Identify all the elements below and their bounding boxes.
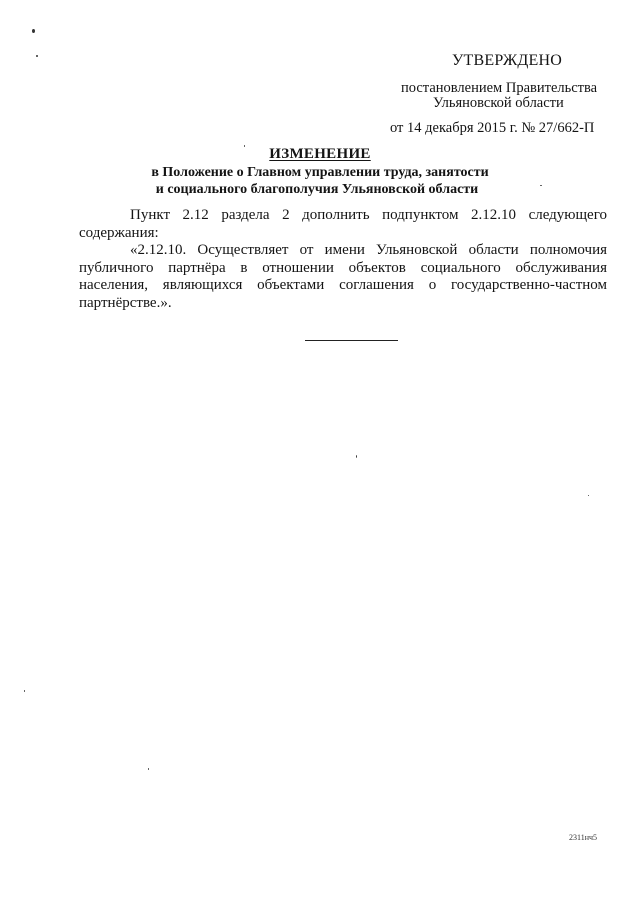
approval-status: УТВЕРЖДЕНО <box>452 52 563 69</box>
scan-speck <box>24 690 25 692</box>
page-note: 2311нч5 <box>569 833 598 842</box>
scan-speck <box>244 145 245 147</box>
scan-speck <box>588 495 589 496</box>
body-paragraph-1: Пункт 2.12 раздела 2 дополнить подпунктом 2.12.10 следующего содержания: <box>79 207 607 241</box>
scan-speck <box>36 55 38 57</box>
scan-speck <box>32 29 35 33</box>
document-subtitle-line-2: и социального благополучия Ульяновской области <box>155 182 479 197</box>
document-heading: ИЗМЕНЕНИЕ <box>269 146 371 162</box>
closing-rule <box>305 340 398 341</box>
scan-speck <box>356 455 357 458</box>
document-subtitle-line-1: в Положение о Главном управлении труда, занятости <box>151 165 489 180</box>
approval-authority-line-1: постановлением Правительства <box>401 80 598 96</box>
approval-date: от 14 декабря 2015 г. № 27/662-П <box>390 120 595 136</box>
scan-speck <box>540 185 542 186</box>
approval-authority-line-2: Ульяновской области <box>433 95 564 111</box>
body-paragraph-2: «2.12.10. Осуществляет от имени Ульяновской области полномочия публичного партнёра в отношении объектов социального обслуживания населения, являющихся объектами соглашения о государственно-частном партнёрстве.». <box>79 242 607 311</box>
scan-speck <box>148 768 149 770</box>
